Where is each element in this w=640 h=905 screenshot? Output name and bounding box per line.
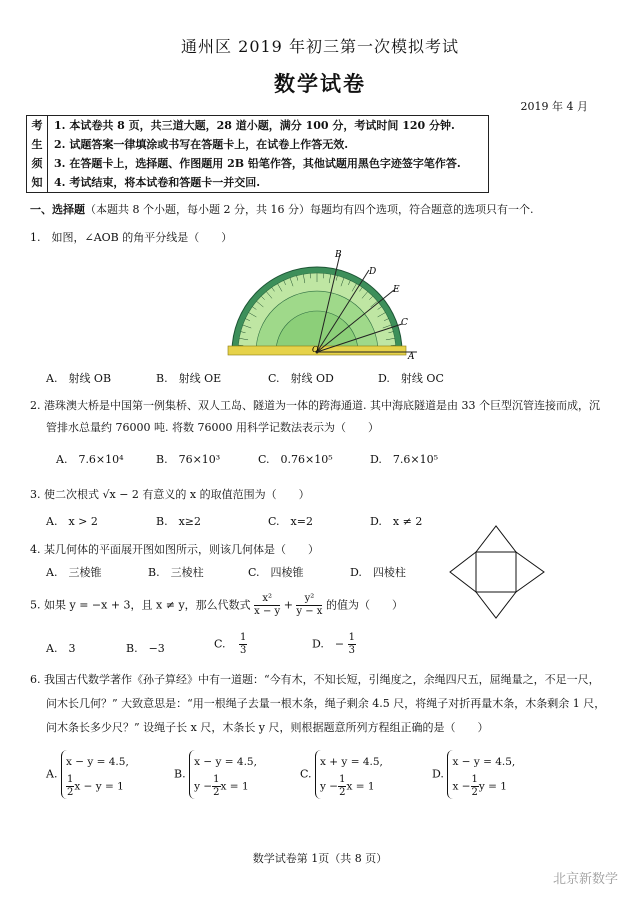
q6-option-d[interactable]: D. x − y = 4.5, x − $\frac{1}{2}$ y = 1 [432,750,515,799]
q1-option-a[interactable]: A. 射线 OB [46,372,112,385]
section-heading: 一、选择题（本题共 8 个小题，每小题 2 分，共 16 分）每题均有四个选项，符合题意的选项只有一个. [30,203,534,216]
notice-rule: 2. 试题答案一律填涂或书写在答题卡上，在试卷上作答无效. [54,138,349,151]
q5-option-b[interactable]: B. −3 [126,642,165,655]
q1-option-d[interactable]: D. 射线 OC [378,372,444,385]
label-a: A [408,352,415,360]
q5-option-d[interactable]: D. − $\frac{1}{3}$ [312,632,356,656]
notice-rule: 4. 考试结束，将本试卷和答题卡一并交回. [54,176,261,189]
label-b: B [335,250,342,260]
q2-stem-line2: 管排水总量约 76000 吨. 将数 76000 用科学记数法表示为（ ） [46,421,379,434]
q4-option-c[interactable]: C. 四棱锥 [248,566,304,579]
net-figure [446,522,548,622]
q5-option-a[interactable]: A. 3 [46,642,76,655]
page-footer: 数学试卷第 1页（共 8 页） [252,852,388,865]
notice-side-label: 考 生 须 知 [27,116,48,193]
q6-stem-line2: 问木长几何？” 大致意思是：“用一根绳子去量一根木条，绳子剩余 4.5 尺，将绳子对折再量木条，木条剩余 1 尺， [46,697,606,710]
q2-option-a[interactable]: A. 7.6×10⁴ [56,453,124,466]
q5-frac2: $\frac{\text{y²}}{y - x}$ [296,593,323,617]
protractor-figure [222,248,422,360]
notice-rule: 1. 本试卷共 8 页，共三道大题，28 道小题，满分 100 分，考试时间 120 分钟. [54,119,455,132]
q2-option-b[interactable]: B. 76×10³ [156,453,221,466]
watermark-logo: 北京新数学 [552,872,618,887]
exam-title: 通州区 2019 年初三第一次模拟考试 [181,37,459,56]
q6-option-a[interactable]: A. x − y = 4.5, $\frac{1}{2}$ x − y = 1 [46,750,129,799]
subject-title: 数学试卷 [274,71,366,96]
q1-option-c[interactable]: C. 射线 OD [268,372,334,385]
label-c: C [401,318,408,328]
q4-option-b[interactable]: B. 三棱柱 [148,566,204,579]
q4-option-d[interactable]: D. 四棱柱 [350,566,406,579]
q3-stem: 3. 使二次根式 √x − 2 有意义的 x 的取值范围为（ ） [30,488,310,501]
q2-option-d[interactable]: D. 7.6×10⁵ [370,453,439,466]
q3-option-d[interactable]: D. x ≠ 2 [370,515,423,528]
notice-rule: 3. 在答题卡上，选择题、作图题用 2B 铅笔作答，其他试题用黑色字迹签字笔作答. [54,157,461,170]
q5-option-c[interactable]: C. $\frac{1}{3}$ [214,632,247,656]
q6-stem-line1: 6. 我国古代数学著作《孙子算经》中有一道题：“今有木，不知长短，引绳度之，余绳四尺五，屈绳量之，不足一尺， [30,673,600,686]
q1-option-b[interactable]: B. 射线 OE [156,372,222,385]
q3-option-b[interactable]: B. x≥2 [156,515,201,528]
q1-stem: 1. 如图，∠AOB 的角平分线是（ ） [30,231,233,244]
q2-option-c[interactable]: C. 0.76×10⁵ [258,453,333,466]
label-o: O [312,345,319,354]
q6-option-c[interactable]: C. x + y = 4.5, y − $\frac{1}{2}$ x = 1 [300,750,383,799]
q5-frac1: $\frac{\text{x²}}{x - y}$ [254,593,281,617]
q3-option-a[interactable]: A. x > 2 [46,515,98,528]
q6-option-b[interactable]: B. x − y = 4.5, y − $\frac{1}{2}$ x = 1 [174,750,257,799]
q2-stem-line1: 2. 港珠澳大桥是中国第一例集桥、双人工岛、隧道为一体的跨海通道. 其中海底隧道是由 33 个巨型沉管连接而成，沉 [30,399,600,412]
candidate-notice [26,115,489,193]
q6-stem-line3: 问木条长多少尺？” 设绳子长 x 尺，木条长 y 尺，则根据题意所列方程组正确的是（ ） [46,721,489,734]
label-e: E [393,285,400,295]
label-d: D [369,267,377,277]
notice-rules [48,116,489,193]
exam-date: 2019 年 4 月 [520,100,588,113]
q4-stem: 4. 某几何体的平面展开图如图所示，则该几何体是（ ） [30,543,319,556]
q4-option-a[interactable]: A. 三棱锥 [46,566,102,579]
q3-option-c[interactable]: C. x=2 [268,515,313,528]
q5-stem: 5. 如果 y = −x + 3，且 x ≠ y，那么代数式 $\frac{\text{x²}}{x - y}$ + $\frac{\text{y²}}{y - x}$ 的值为（ ） [30,593,403,617]
